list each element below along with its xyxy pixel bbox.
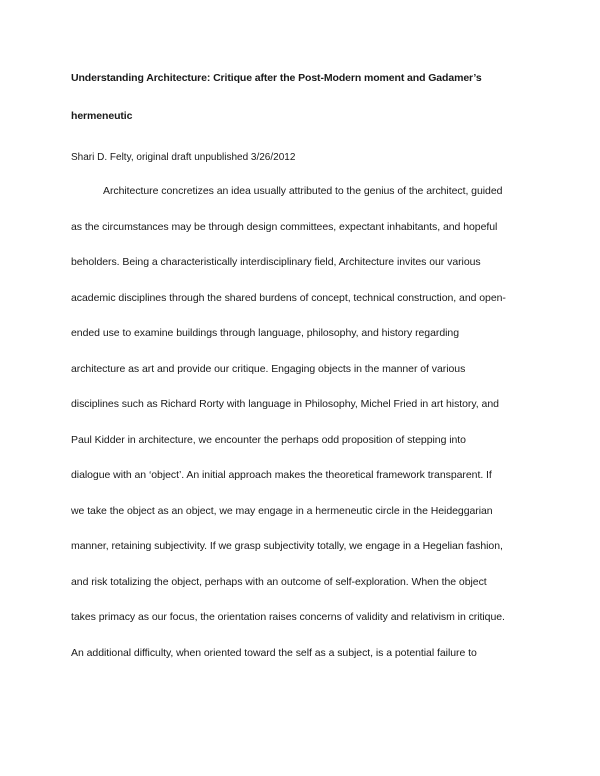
body-line: An additional difficulty, when oriented toward the self as a subject, is a potential failure to (71, 647, 477, 659)
body-line: architecture as art and provide our critique. Engaging objects in the manner of various (71, 363, 466, 375)
body-line: Paul Kidder in architecture, we encounter the perhaps odd proposition of stepping into (71, 434, 466, 446)
body-line: we take the object as an object, we may engage in a hermeneutic circle in the Heideggarian (71, 505, 493, 517)
author-byline: Shari D. Felty, original draft unpublished 3/26/2012 (71, 152, 296, 163)
body-line: ended use to examine buildings through language, philosophy, and history regarding (71, 327, 459, 339)
body-line: disciplines such as Richard Rorty with language in Philosophy, Michel Fried in art history, and (71, 398, 499, 410)
document-title-line-1: Understanding Architecture: Critique after the Post-Modern moment and Gadamer’s (71, 72, 482, 84)
body-line: academic disciplines through the shared burdens of concept, technical construction, and open- (71, 292, 506, 304)
document-title-line-2: hermeneutic (71, 110, 133, 122)
body-line: dialogue with an ‘object’. An initial approach makes the theoretical framework transparent. If (71, 469, 492, 481)
body-line: beholders. Being a characteristically interdisciplinary field, Architecture invites our various (71, 256, 481, 268)
body-line: Architecture concretizes an idea usually attributed to the genius of the architect, guided (103, 185, 503, 197)
body-line: as the circumstances may be through design committees, expectant inhabitants, and hopeful (71, 221, 498, 233)
body-line: and risk totalizing the object, perhaps with an outcome of self-exploration. When the object (71, 576, 487, 588)
body-line: manner, retaining subjectivity. If we grasp subjectivity totally, we engage in a Hegelian fashion, (71, 540, 503, 552)
body-line: takes primacy as our focus, the orientation raises concerns of validity and relativism in critique. (71, 611, 505, 623)
